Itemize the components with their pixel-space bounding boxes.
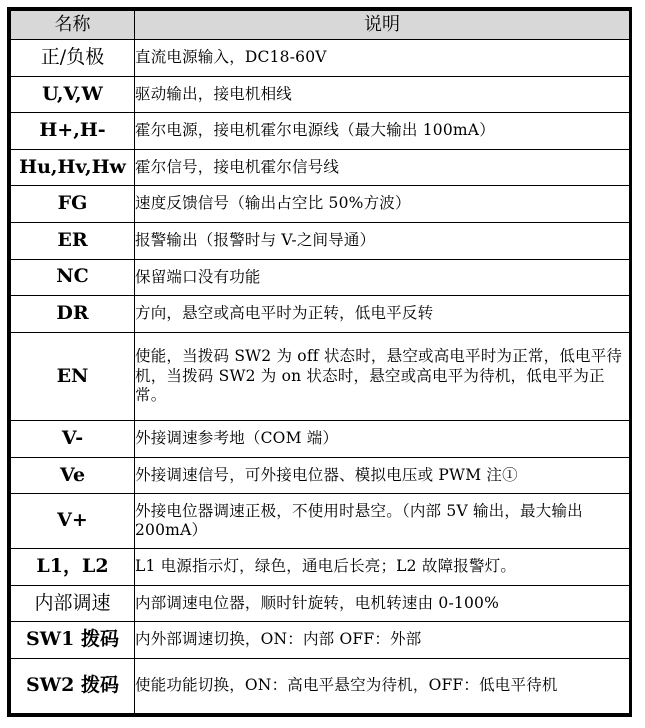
row-name: SW1 拨码 — [11, 622, 135, 659]
row-desc: 内外部调速切换，ON：内部 OFF：外部 — [135, 622, 630, 659]
table-row — [11, 494, 630, 549]
row-desc: 内部调速电位器，顺时针旋转，电机转速由 0-100% — [135, 585, 630, 622]
row-name: 正/负极 — [11, 40, 135, 77]
header-name: 名称 — [11, 11, 135, 40]
row-desc: 使能功能切换，ON：高电平悬空为待机，OFF：低电平待机 — [135, 658, 630, 713]
row-desc: 直流电源输入，DC18-60V — [135, 40, 630, 77]
header-desc: 说明 — [135, 11, 630, 40]
row-name: EN — [11, 332, 135, 420]
row-desc: 保留端口没有功能 — [135, 259, 630, 296]
row-desc: 方向，悬空或高电平时为正转，低电平反转 — [135, 296, 630, 333]
table-row — [11, 149, 630, 186]
row-name: NC — [11, 259, 135, 296]
table-row — [11, 186, 630, 223]
row-desc: 驱动输出，接电机相线 — [135, 76, 630, 113]
table-row — [11, 40, 630, 77]
table-row — [11, 457, 630, 494]
row-desc: 霍尔信号，接电机霍尔信号线 — [135, 149, 630, 186]
row-name: Hu,Hv,Hw — [11, 149, 135, 186]
table-row — [11, 259, 630, 296]
row-name: V- — [11, 421, 135, 458]
row-desc: 霍尔电源，接电机霍尔电源线（最大输出 100mA） — [135, 113, 630, 150]
row-desc: 速度反馈信号（输出占空比 50%方波） — [135, 186, 630, 223]
row-name: L1，L2 — [11, 549, 135, 586]
row-name: DR — [11, 296, 135, 333]
table-row — [11, 222, 630, 259]
row-name: 内部调速 — [11, 585, 135, 622]
spec-table — [10, 10, 630, 714]
row-desc: 使能，当拨码 SW2 为 off 状态时，悬空或高电平时为正常，低电平待机，当拨码 SW2 为 on 状态时，悬空或高电平为待机，低电平为正常。 — [135, 332, 630, 420]
row-desc: 外接调速参考地（COM 端） — [135, 421, 630, 458]
table-row — [11, 549, 630, 586]
row-desc: L1 电源指示灯，绿色，通电后长亮；L2 故障报警灯。 — [135, 549, 630, 586]
table-row — [11, 113, 630, 150]
table-row — [11, 658, 630, 713]
row-name: U,V,W — [11, 76, 135, 113]
table-header-row — [11, 11, 630, 40]
row-name: Ve — [11, 457, 135, 494]
table-row — [11, 421, 630, 458]
table-row — [11, 585, 630, 622]
row-desc: 外接调速信号，可外接电位器、模拟电压或 PWM 注① — [135, 457, 630, 494]
table-row — [11, 622, 630, 659]
row-name: FG — [11, 186, 135, 223]
table-row — [11, 76, 630, 113]
row-desc: 报警输出（报警时与 V-之间导通） — [135, 222, 630, 259]
row-name: ER — [11, 222, 135, 259]
row-name: V+ — [11, 494, 135, 549]
table-row — [11, 332, 630, 420]
table-row — [11, 296, 630, 333]
row-desc: 外接电位器调速正极，不使用时悬空。（内部 5V 输出，最大输出 200mA） — [135, 494, 630, 549]
row-name: H+,H- — [11, 113, 135, 150]
row-name: SW2 拨码 — [11, 658, 135, 713]
